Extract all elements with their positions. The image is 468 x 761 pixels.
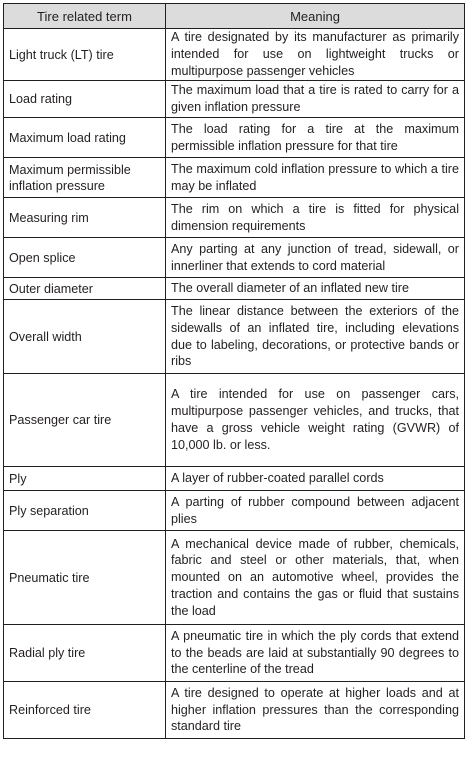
table-row — [4, 278, 465, 300]
meaning-cell: The rim on which a tire is fitted for physical dimension requirements — [166, 198, 465, 238]
term-cell: Ply — [4, 467, 166, 491]
header-term: Tire related term — [4, 4, 166, 29]
meaning-cell: A mechanical device made of rubber, chemicals, fabric and steel or other materials, that, when mounted on an automotive wheel, provides the traction and contains the gas or fluid that sustains the load — [166, 531, 465, 625]
term-cell: Maximum permissible inflation pressure — [4, 158, 166, 198]
meaning-cell: The maximum load that a tire is rated to carry for a given inflation pressure — [166, 81, 465, 118]
table-row — [4, 81, 465, 118]
meaning-cell: Any parting at any junction of tread, sidewall, or innerliner that extends to cord material — [166, 238, 465, 278]
table-row — [4, 198, 465, 238]
table-row — [4, 238, 465, 278]
table-row — [4, 682, 465, 739]
meaning-cell: A tire designated by its manufacturer as primarily intended for use on lightweight trucks or multipurpose passenger vehicles — [166, 29, 465, 81]
meaning-cell: A layer of rubber-coated parallel cords — [166, 467, 465, 491]
table-row — [4, 158, 465, 198]
term-cell: Pneumatic tire — [4, 531, 166, 625]
meaning-cell: The overall diameter of an inflated new tire — [166, 278, 465, 300]
table-row — [4, 491, 465, 531]
term-cell: Passenger car tire — [4, 374, 166, 467]
table-header-row — [4, 4, 465, 29]
term-cell: Overall width — [4, 300, 166, 374]
term-cell: Ply separation — [4, 491, 166, 531]
term-cell: Light truck (LT) tire — [4, 29, 166, 81]
table-row — [4, 467, 465, 491]
tire-terms-table — [3, 3, 465, 739]
meaning-cell: The linear distance between the exteriors of the sidewalls of an inflated tire, including elevations due to labeling, decorations, or protective bands or ribs — [166, 300, 465, 374]
meaning-cell: A parting of rubber compound between adjacent plies — [166, 491, 465, 531]
meaning-cell: A pneumatic tire in which the ply cords that extend to the beads are laid at substantially 90 degrees to the centerline of the tread — [166, 625, 465, 682]
table-row — [4, 300, 465, 374]
term-cell: Maximum load rating — [4, 118, 166, 158]
meaning-cell: The load rating for a tire at the maximum permissible inflation pressure for that tire — [166, 118, 465, 158]
table-row — [4, 625, 465, 682]
term-cell: Open splice — [4, 238, 166, 278]
table-row — [4, 118, 465, 158]
term-cell: Outer diameter — [4, 278, 166, 300]
term-cell: Reinforced tire — [4, 682, 166, 739]
header-meaning: Meaning — [166, 4, 465, 29]
table-row — [4, 531, 465, 625]
meaning-cell: A tire intended for use on passenger cars, multipurpose passenger vehicles, and trucks, that have a gross vehicle weight rating (GVWR) of 10,000 lb. or less. — [166, 374, 465, 467]
meaning-cell: The maximum cold inflation pressure to which a tire may be inflated — [166, 158, 465, 198]
table-row — [4, 29, 465, 81]
term-cell: Load rating — [4, 81, 166, 118]
term-cell: Measuring rim — [4, 198, 166, 238]
table-row — [4, 374, 465, 467]
term-cell: Radial ply tire — [4, 625, 166, 682]
meaning-cell: A tire designed to operate at higher loads and at higher inflation pressures than the corresponding standard tire — [166, 682, 465, 739]
